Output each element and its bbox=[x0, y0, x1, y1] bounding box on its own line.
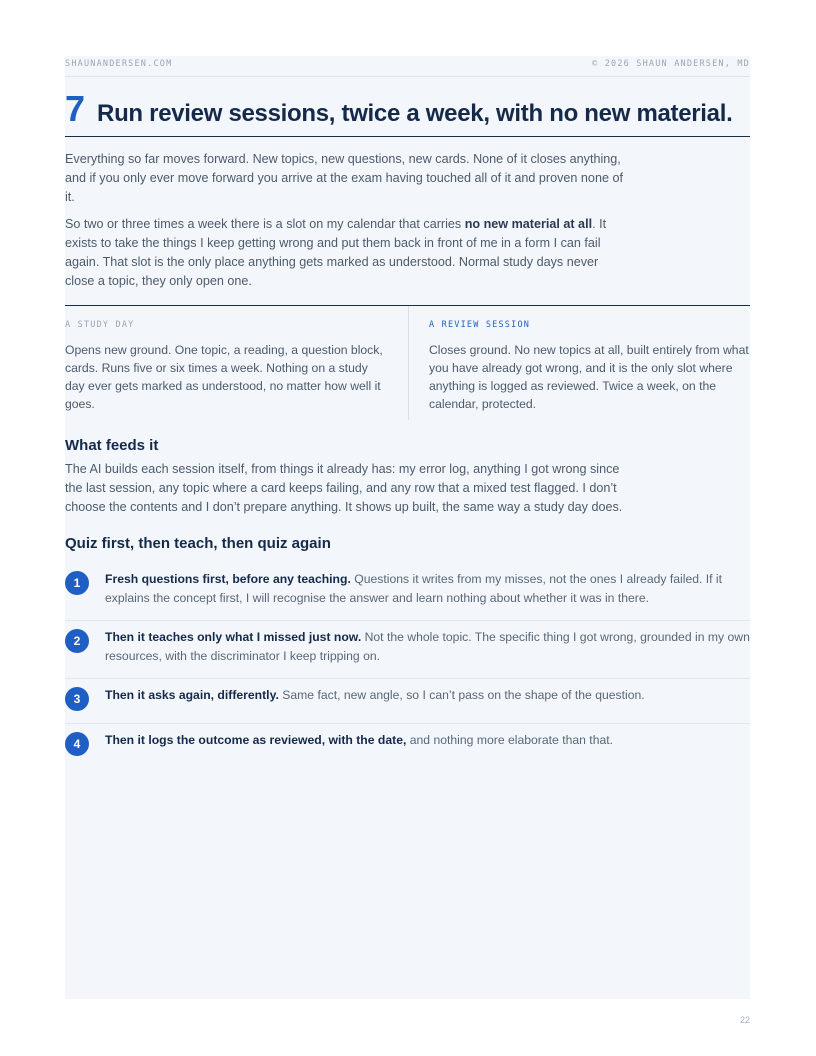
review-session-column bbox=[409, 306, 750, 420]
study-day-text: Opens new ground. One topic, a reading, a question block, cards. Runs five or six times a week. Nothing on a study day ever gets marked as understood, no matter how well it goes. bbox=[65, 343, 383, 411]
section-number: 7 bbox=[65, 88, 86, 129]
study-day-column bbox=[65, 306, 409, 420]
step-number-badge: 2 bbox=[65, 629, 89, 653]
step-number-badge: 3 bbox=[65, 687, 89, 711]
step-lead: Then it logs the outcome as reviewed, with the date, bbox=[105, 733, 407, 747]
list-item bbox=[65, 724, 750, 768]
step-number-badge: 1 bbox=[65, 571, 89, 595]
section-title bbox=[65, 88, 750, 137]
step-detail: Not the whole topic. The specific thing I got wrong, grounded in my own resources, with the discriminator I keep tripping on. bbox=[105, 630, 750, 663]
step-text bbox=[105, 686, 645, 705]
page-number: 22 bbox=[740, 1015, 751, 1025]
intro-p2-emphasis: no new material at all bbox=[464, 217, 593, 231]
copyright: © 2026 SHAUN ANDERSEN, MD bbox=[592, 59, 750, 69]
list-item bbox=[65, 679, 750, 724]
study-day-kicker: A STUDY DAY bbox=[65, 320, 135, 330]
page-sheet bbox=[65, 56, 750, 999]
step-detail: Questions it writes from my misses, not the ones I already failed. If it explains the concept first, I will recognise the answer and learn nothing about whether it was in there. bbox=[105, 572, 723, 605]
site-name: SHAUNANDERSEN.COM bbox=[65, 59, 173, 69]
quiz-heading: Quiz first, then teach, then quiz again bbox=[65, 535, 331, 552]
intro-p2-start: So two or three times a week there is a slot on my calendar that carries bbox=[65, 217, 465, 231]
step-lead: Then it teaches only what I missed just now. bbox=[105, 630, 362, 644]
feeds-paragraph: The AI builds each session itself, from things it already has: my error log, anything I got wrong since the last session, any topic where a card keeps failing, and any row that a mixed test flagged. I don’t choose the contents and I don’t prepare anything. It shows up built, the same way a study day does. bbox=[65, 462, 623, 514]
list-item bbox=[65, 563, 750, 621]
review-session-text: Closes ground. No new topics at all, built entirely from what you have already got wrong, and it is the only slot where anything is logged as reviewed. Twice a week, on the calendar, protected. bbox=[429, 343, 749, 411]
comparison-panel bbox=[65, 305, 750, 420]
intro-p2-end: . It exists to take the things I keep getting wrong and put them back in front of me in a form I can fail again. That slot is the only place anything gets marked as understood. Normal study days never close a topic, they only open one. bbox=[65, 217, 607, 288]
step-lead: Then it asks again, differently. bbox=[105, 688, 279, 702]
step-lead: Fresh questions first, before any teaching. bbox=[105, 572, 351, 586]
step-text bbox=[105, 628, 750, 666]
running-header bbox=[65, 56, 750, 77]
review-session-kicker: A REVIEW SESSION bbox=[429, 320, 531, 330]
step-detail: Same fact, new angle, so I can’t pass on the shape of the question. bbox=[278, 688, 645, 702]
intro-paragraph-1: Everything so far moves forward. New topics, new questions, new cards. None of it closes anything, and if you only ever move forward you arrive at the exam having touched all of it and proven none of it. bbox=[65, 152, 623, 204]
step-text bbox=[105, 731, 613, 750]
step-number-badge: 4 bbox=[65, 732, 89, 756]
quiz-steps-list bbox=[65, 563, 750, 768]
step-text bbox=[105, 570, 750, 608]
section-heading: Run review sessions, twice a week, with no new material. bbox=[97, 100, 733, 127]
feeds-heading: What feeds it bbox=[65, 437, 159, 454]
step-detail: and nothing more elaborate than that. bbox=[406, 733, 614, 747]
intro-paragraph-2 bbox=[65, 215, 630, 291]
list-item bbox=[65, 621, 750, 679]
